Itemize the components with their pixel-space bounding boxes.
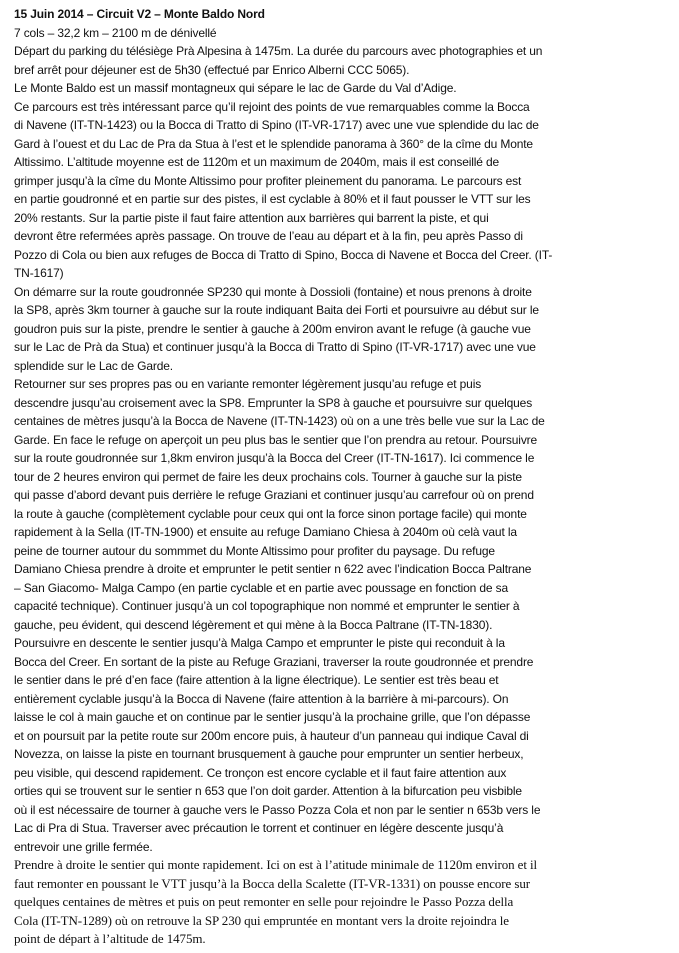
text-line: Gard à l’ouest et du Lac de Pra da Stua à l’est et le splendide panorama à 360° de la cîme du Monte [14,136,533,151]
text-line: peine de tourner autour du sommmet du Monte Altissimo pour profiter du paysage. Du refuge [14,543,495,558]
text-line: Ce parcours est très intéressant parce qu’il rejoint des points de vue remarquables comme la Bocca [14,99,530,114]
text-line: Le Monte Baldo est un massif montagneux qui sépare le lac de Garde du Val d’Adige. [14,81,457,95]
text-line: devront être refermées après passage. On trouve de l’eau au départ et à la fin, peu après Passo di [14,229,523,243]
text-line: capacité technique). Continuer jusqu’à un col topographique non nommé et emprunter le sentier à [14,599,520,613]
paragraph-title [14,5,665,24]
text-line: On démarre sur la route goudronnée SP230 qui monte à Dossioli (fontaine) et nous prenons à droite [14,284,532,299]
text-line: qui passe d’abord devant puis derrière le refuge Graziani et continuer jusqu’au carrefour où on prend [14,488,534,502]
text-line: Bocca del Creer. En sortant de la piste au Refuge Graziani, traverser la route goudronnée et prendre [14,654,534,669]
paragraph-final-climb [14,856,665,949]
text-line: rapidement à la Sella (IT-TN-1900) et ensuite au refuge Damiano Chiesa à 2040m où celà vaut la [14,525,517,539]
text-line: – San Giacomo- Malga Campo (en partie cyclable et en partie avec poussage en fonction de sa [14,580,508,595]
text-line: et on poursuit par la petite route sur 200m encore puis, à hauteur d’un panneau qui indique Caval di [14,728,529,743]
text-line: Garde. En face le refuge on aperçoit un peu plus bas le sentier que l’on prendra au retour. Poursuivre [14,432,538,447]
text-line: Poursuivre en descente le sentier jusqu’à Malga Campo et emprunter le piste qui reconduit à la [14,636,505,650]
text-line: 15 Juin 2014 – Circuit V2 – Monte Baldo Nord [14,7,265,21]
text-line: 7 cols – 32,2 km – 2100 m de dénivellé [14,25,217,40]
text-line: di Navene (IT-TN-1423) ou la Bocca di Tratto di Spino (IT-VR-1717) avec une vue splendide du lac de [14,118,539,132]
text-line: la SP8, après 3km tourner à gauche sur la route indiquant Baita dei Forti et poursuivre au début sur le [14,303,539,317]
text-line: faut remonter en poussant le VTT jusqu’à la Bocca della Scalette (IT-VR-1331) on pousse encore sur [14,875,530,891]
text-line: où il est nécessaire de tourner à gauche vers le Passo Pozza Cola et non par le sentier n 653b vers le [14,802,541,817]
text-line: goudron puis sur la piste, prendre le sentier à gauche à 200m environ avant le refuge (à gauche vue [14,321,531,336]
text-line: entrevoir une grille fermée. [14,839,153,854]
text-line: point de départ à l’altitude de 1475m. [14,931,206,946]
text-line: Retourner sur ses propres pas ou en variante remonter légèrement jusqu’au refuge et puis [14,377,482,391]
text-line: laisse le col à main gauche et on continue par le sentier jusqu’à la prochaine grille, que l’on dépasse [14,710,531,724]
text-line: Damiano Chiesa prendre à droite et emprunter le petit sentier n 622 avec l’indication Bocca Paltrane [14,562,532,576]
text-line: orties qui se trouvent sur le sentier n 653 que l’on doit garder. Attention à la bifurcation peu visbible [14,784,522,798]
text-line: gauche, peu évident, qui descend légèrement et qui mène à la Bocca Paltrane (IT-TN-1830). [14,617,493,632]
paragraph-description [14,98,665,283]
text-line: Pozzo di Cola ou bien aux refuges de Bocca di Tratto di Spino, Bocca di Navene et Bocca del Creer. (IT- [14,247,553,262]
text-line: Prendre à droite le sentier qui monte rapidement. Ici on est à l’atitude minimale de 1120m environ et il [14,857,538,872]
text-line: splendide sur le Lac de Garde. [14,358,173,373]
text-line: Altissimo. L’altitude moyenne est de 1120m et un maximum de 2040m, mais il est conseillé de [14,155,500,169]
text-line: sur la route goudronnée sur 1,8km environ jusqu’à la Bocca del Creer (IT-TN-1617). Ici commence le [14,451,535,465]
paragraph-itinerary-start [14,283,665,376]
paragraph-itinerary-middle [14,375,665,634]
text-line: Cola (IT-TN-1289) où on retrouve la SP 230 qui empruntée en montant vers la droite rejoindra le [14,912,509,928]
paragraph-stats [14,24,665,43]
text-line: 20% restants. Sur la partie piste il faut faire attention aux barrières qui barrent la piste, et qui [14,210,489,225]
paragraph-depart [14,42,665,98]
text-line: bref arrêt pour déjeuner est de 5h30 (effectué par Enrico Alberni CCC 5065). [14,62,410,77]
text-line: descendre jusqu’au croisement avec la SP8. Emprunter la SP8 à gauche et poursuivre sur quelques [14,395,533,410]
text-line: grimper jusqu’à la cîme du Monte Altissimo pour profiter pleinement du panorama. Le parcours est [14,173,522,188]
document-body [14,5,665,949]
text-line: entièrement cyclable jusqu’à la Bocca di Navene (faire attention à la barrière à mi-parcours). On [14,691,509,706]
text-line: sur le Lac de Prà da Stua) et continuer jusqu’à la Bocca di Tratto di Spino (IT-VR-1717) avec une vue [14,340,536,354]
text-line: le sentier dans le pré d’en face (faire attention à la ligne électrique). Le sentier est très beau et [14,673,499,687]
text-line: TN-1617) [14,266,64,280]
text-line: Départ du parking du télésiège Prà Alpesina à 1475m. La durée du parcours avec photographies et un [14,44,543,58]
text-line: peu visible, qui descend rapidement. Ce tronçon est encore cyclable et il faut faire attention aux [14,765,507,780]
text-line: tour de 2 heures environ qui permet de faire les deux prochains cols. Tourner à gauche sur la piste [14,469,522,484]
text-line: la route à gauche (complètement cyclable pour ceux qui ont la force sinon portage facile) qui monte [14,506,527,521]
text-line: centaines de mètres jusqu’à la Bocca de Navene (IT-TN-1423) où on a une très belle vue sur la Lac de [14,414,545,428]
text-line: Lac di Pra di Stua. Traverser avec précaution le torrent et continuer en légère descente jusqu’à [14,821,504,835]
text-line: en partie goudronné et en partie sur des pistes, il est cyclable à 80% et il faut pousser le VTT sur les [14,192,531,206]
paragraph-itinerary-descent [14,634,665,856]
text-line: Novezza, on laisse la piste en tournant brusquement à gauche pour emprunter un sentier herbeux, [14,747,524,761]
text-line: quelques centaines de mètres et puis on peut remonter en selle pour rejoindre le Passo Pozza della [14,894,514,909]
